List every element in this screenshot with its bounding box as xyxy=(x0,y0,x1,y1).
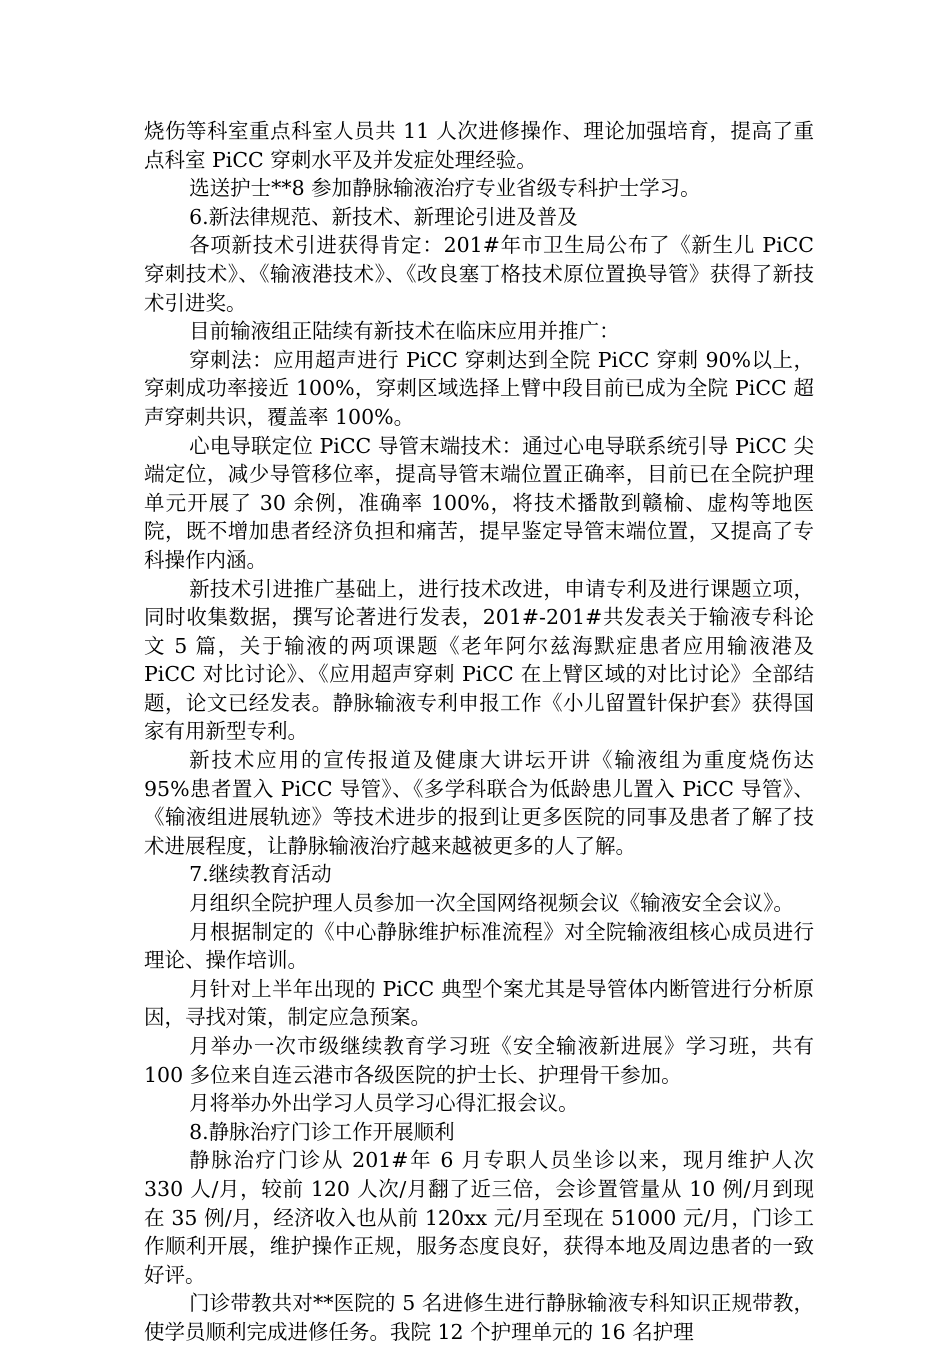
paragraph-report-meeting: 月将举办外出学习人员学习心得汇报会议。 xyxy=(189,1091,579,1116)
paragraph-video-conference: 月组织全院护理人员参加一次全国网络视频会议《输液安全会议》。 xyxy=(189,891,794,916)
paragraph-publicity: 新技术应用的宣传报道及健康大讲坛开讲《输液组为重度烧伤达 95%患者置入 PiCC 导管》、《多学科联合为低龄患儿置入 PiCC 导管》、《输液组进展轨迹》等技术进步的报到让更多医院的同事及患者了解了技术进展程度，让静脉输液治疗越来越被更多的人了解。 xyxy=(144,748,814,858)
paragraph-new-tech-award: 各项新技术引进获得肯定：201#年市卫生局公布了《新生儿 PiCC 穿刺技术》、《输液港技术》、《改良塞丁格技术原位置换导管》获得了新技术引进奖。 xyxy=(144,233,814,315)
paragraph-ecg-positioning: 心电导联定位 PiCC 导管末端技术：通过心电导联系统引导 PiCC 尖端定位，减少导管移位率，提高导管末端位置正确率，目前已在全院护理单元开展了 30 余例，准确率 100%，将技术播散到赣榆、虚构等地医院，既不增加患者经济负担和痛苦，提早鉴定导管末端位置，又提高了专科操作内涵。 xyxy=(144,433,814,572)
paragraph-new-tech-intro: 目前输液组正陆续有新技术在临床应用并推广： xyxy=(189,319,620,344)
paragraph-clinic-teaching: 门诊带教共对**医院的 5 名进修生进行静脉输液专科知识正规带教，使学员顺利完成进修任务。我院 12 个护理单元的 16 名护理 xyxy=(144,1291,814,1344)
paragraph-maintenance-training: 月根据制定的《中心静脉维护标准流程》对全院输液组核心成员进行理论、操作培训。 xyxy=(144,919,814,973)
paragraph-specialist-nurse: 选送护士**8 参加静脉输液治疗专业省级专科护士学习。 xyxy=(189,176,701,201)
section-heading-8: 8.静脉治疗门诊工作开展顺利 xyxy=(189,1119,455,1144)
paragraph-case-analysis: 月针对上半年出现的 PiCC 典型个案尤其是导管体内断管进行分析原因，寻找对策，制定应急预案。 xyxy=(144,976,814,1030)
paragraph-research-patents: 新技术引进推广基础上，进行技术改进，申请专利及进行课题立项，同时收集数据，撰写论著进行发表，201#-201#共发表关于输液专科论文 5 篇，关于输液的两项课题《老年阿尔兹海默症患者应用输液港及 PiCC 对比讨论》、《应用超声穿刺 PiCC 在上臂区域的对比讨论》全部结题，论文已经发表。静脉输液专利申报工作《小儿留置针保护套》获得国家有用新型专利。 xyxy=(144,576,814,744)
section-heading-7: 7.继续教育活动 xyxy=(189,862,332,887)
paragraph-training-continued: 烧伤等科室重点科室人员共 11 人次进修操作、理论加强培育，提高了重点科室 PiCC 穿刺水平及并发症处理经验。 xyxy=(144,119,814,172)
paragraph-clinic-stats: 静脉治疗门诊从 201#年 6 月专职人员坐诊以来，现月维护人次 330 人/月，较前 120 人次/月翻了近三倍，会诊置管量从 10 例/月到现在 35 例/月，经济收入也从前 120xx 元/月至现在 51000 元/月，门诊工作顺利开展，维护操作正规，服务态度良好，获得本地及周边患者的一致好评。 xyxy=(144,1148,814,1287)
document-body xyxy=(144,117,814,1347)
section-heading-6: 6.新法律规范、新技术、新理论引进及普及 xyxy=(189,204,578,229)
paragraph-puncture-method: 穿刺法：应用超声进行 PiCC 穿刺达到全院 PiCC 穿刺 90%以上，穿刺成功率接近 100%，穿刺区域选择上臂中段目前已成为全院 PiCC 超声穿刺共识，覆盖率 100%。 xyxy=(144,347,814,429)
paragraph-education-course: 月举办一次市级继续教育学习班《安全输液新进展》学习班，共有 100 多位来自连云港市各级医院的护士长、护理骨干参加。 xyxy=(144,1034,814,1087)
